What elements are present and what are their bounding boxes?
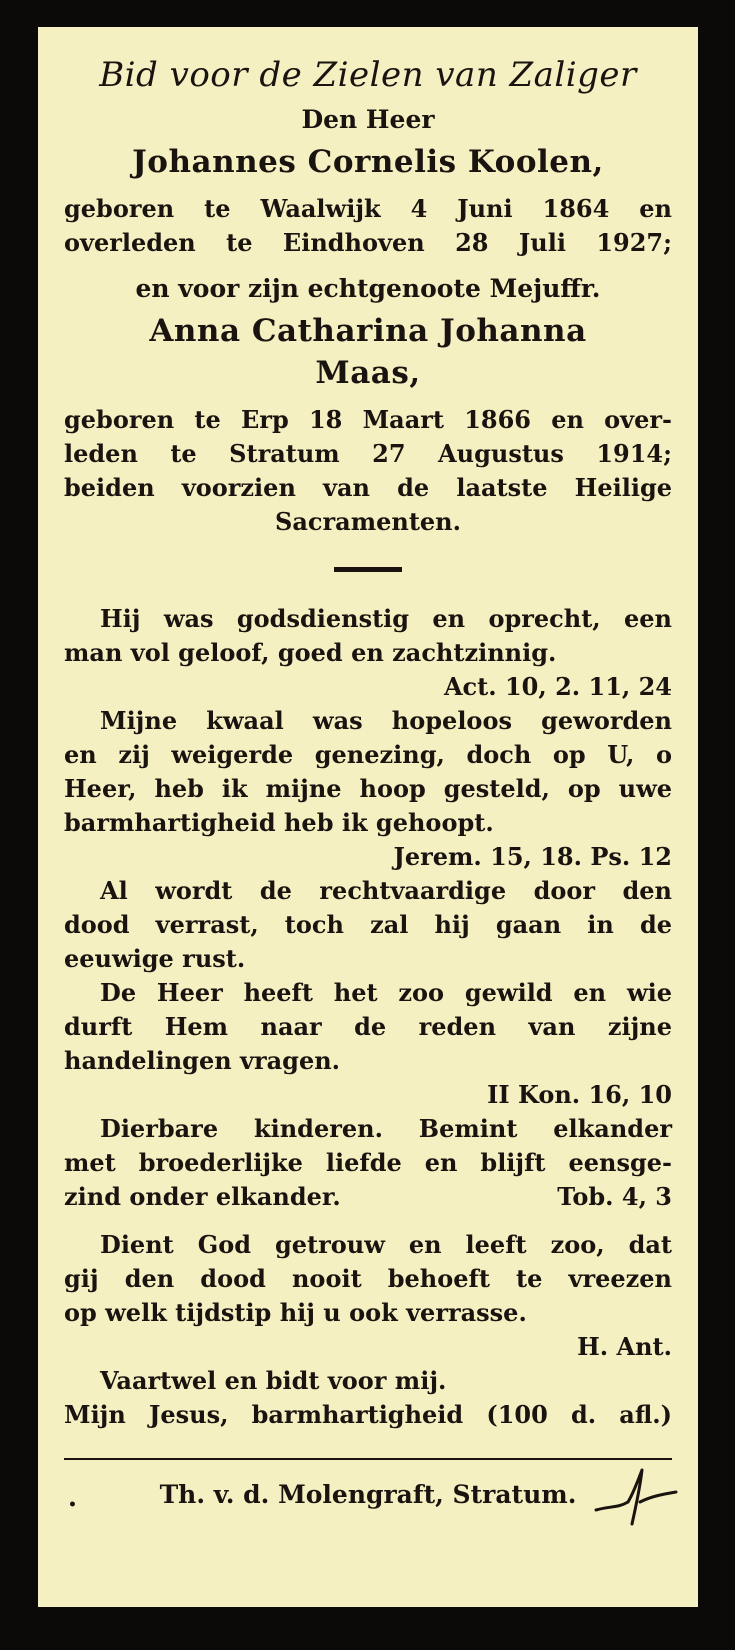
verse-reference: H. Ant.: [577, 1332, 672, 1361]
intro-heading: Bid voor de Zielen van Zaliger: [99, 55, 637, 95]
honorific: Den Heer: [301, 105, 435, 134]
memorial-card: [38, 27, 698, 1607]
verse-line: en zij weigerde genezing, doch op U, o: [64, 740, 672, 769]
verse-line: eeuwige rust.: [64, 944, 246, 973]
verse-line: Dierbare kinderen. Bemint elkander: [100, 1114, 672, 1143]
divider-short: [334, 567, 402, 572]
verse-line: dood verrast, toch zal hij gaan in de: [64, 910, 672, 939]
verse-line: durft Hem naar de reden van zijne: [64, 1012, 672, 1041]
verse-reference: Act. 10, 2. 11, 24: [443, 672, 672, 701]
husband-line: geboren te Waalwijk 4 Juni 1864 en: [64, 194, 672, 223]
verse-line-with-ref: [64, 1180, 672, 1214]
verse-line: Dient God getrouw en leeft zoo, dat: [100, 1230, 672, 1259]
verse-line: Hij was godsdienstig en oprecht, een: [100, 604, 672, 633]
wife-line: leden te Stratum 27 Augustus 1914;: [64, 439, 672, 468]
verse-line: Mijne kwaal was hopeloos geworden: [100, 706, 672, 735]
verse-line: zind onder elkander.: [64, 1182, 341, 1211]
verse-line: Vaartwel en bidt voor mij.: [100, 1366, 447, 1395]
verse-line: Al wordt de rechtvaardige door den: [100, 876, 672, 905]
verse-line: De Heer heeft het zoo gewild en wie: [100, 978, 672, 1007]
printer-line: [64, 1478, 672, 1512]
verse-line: met broederlijke liefde en blijft eensge-: [64, 1148, 672, 1177]
verse-line: barmhartigheid heb ik gehoopt.: [64, 808, 494, 837]
verse-line: op welk tijdstip hij u ook verrasse.: [64, 1298, 527, 1327]
verse-reference: II Kon. 16, 10: [487, 1080, 672, 1109]
verse-line: gij den dood nooit behoeft te vreezen: [64, 1264, 672, 1293]
wife-line: Sacramenten.: [275, 507, 461, 536]
wife-line: beiden voorzien van de laatste Heilige: [64, 473, 672, 502]
verse-reference: Jerem. 15, 18. Ps. 12: [393, 842, 672, 871]
printer-name: Th. v. d. Molengraft, Stratum.: [159, 1480, 577, 1509]
dot-mark: •: [68, 1497, 77, 1513]
verse-line: man vol geloof, goed en zachtzinnig.: [64, 638, 557, 667]
verse-line: Mijn Jesus, barmhartigheid (100 d. afl.): [64, 1400, 672, 1429]
husband-name: Johannes Cornelis Koolen,: [132, 144, 604, 180]
verses: [64, 602, 672, 1432]
verse-line: Heer, heb ik mijne hoop gesteld, op uwe: [64, 774, 672, 803]
spouse-intro: en voor zijn echtgenoote Mejuffr.: [135, 274, 601, 303]
divider-bottom: [64, 1458, 672, 1460]
spacer: [64, 1214, 672, 1228]
husband-line: overleden te Eindhoven 28 Juli 1927;: [64, 228, 672, 257]
wife-name-line-2: Maas,: [315, 355, 421, 391]
verse-line: handelingen vragen.: [64, 1046, 341, 1075]
verse-reference: Tob. 4, 3: [557, 1182, 672, 1211]
wife-name-line-1: Anna Catharina Johanna: [149, 313, 587, 349]
handwritten-price-mark: [588, 1462, 678, 1532]
wife-line: geboren te Erp 18 Maart 1866 en over-: [64, 405, 672, 434]
